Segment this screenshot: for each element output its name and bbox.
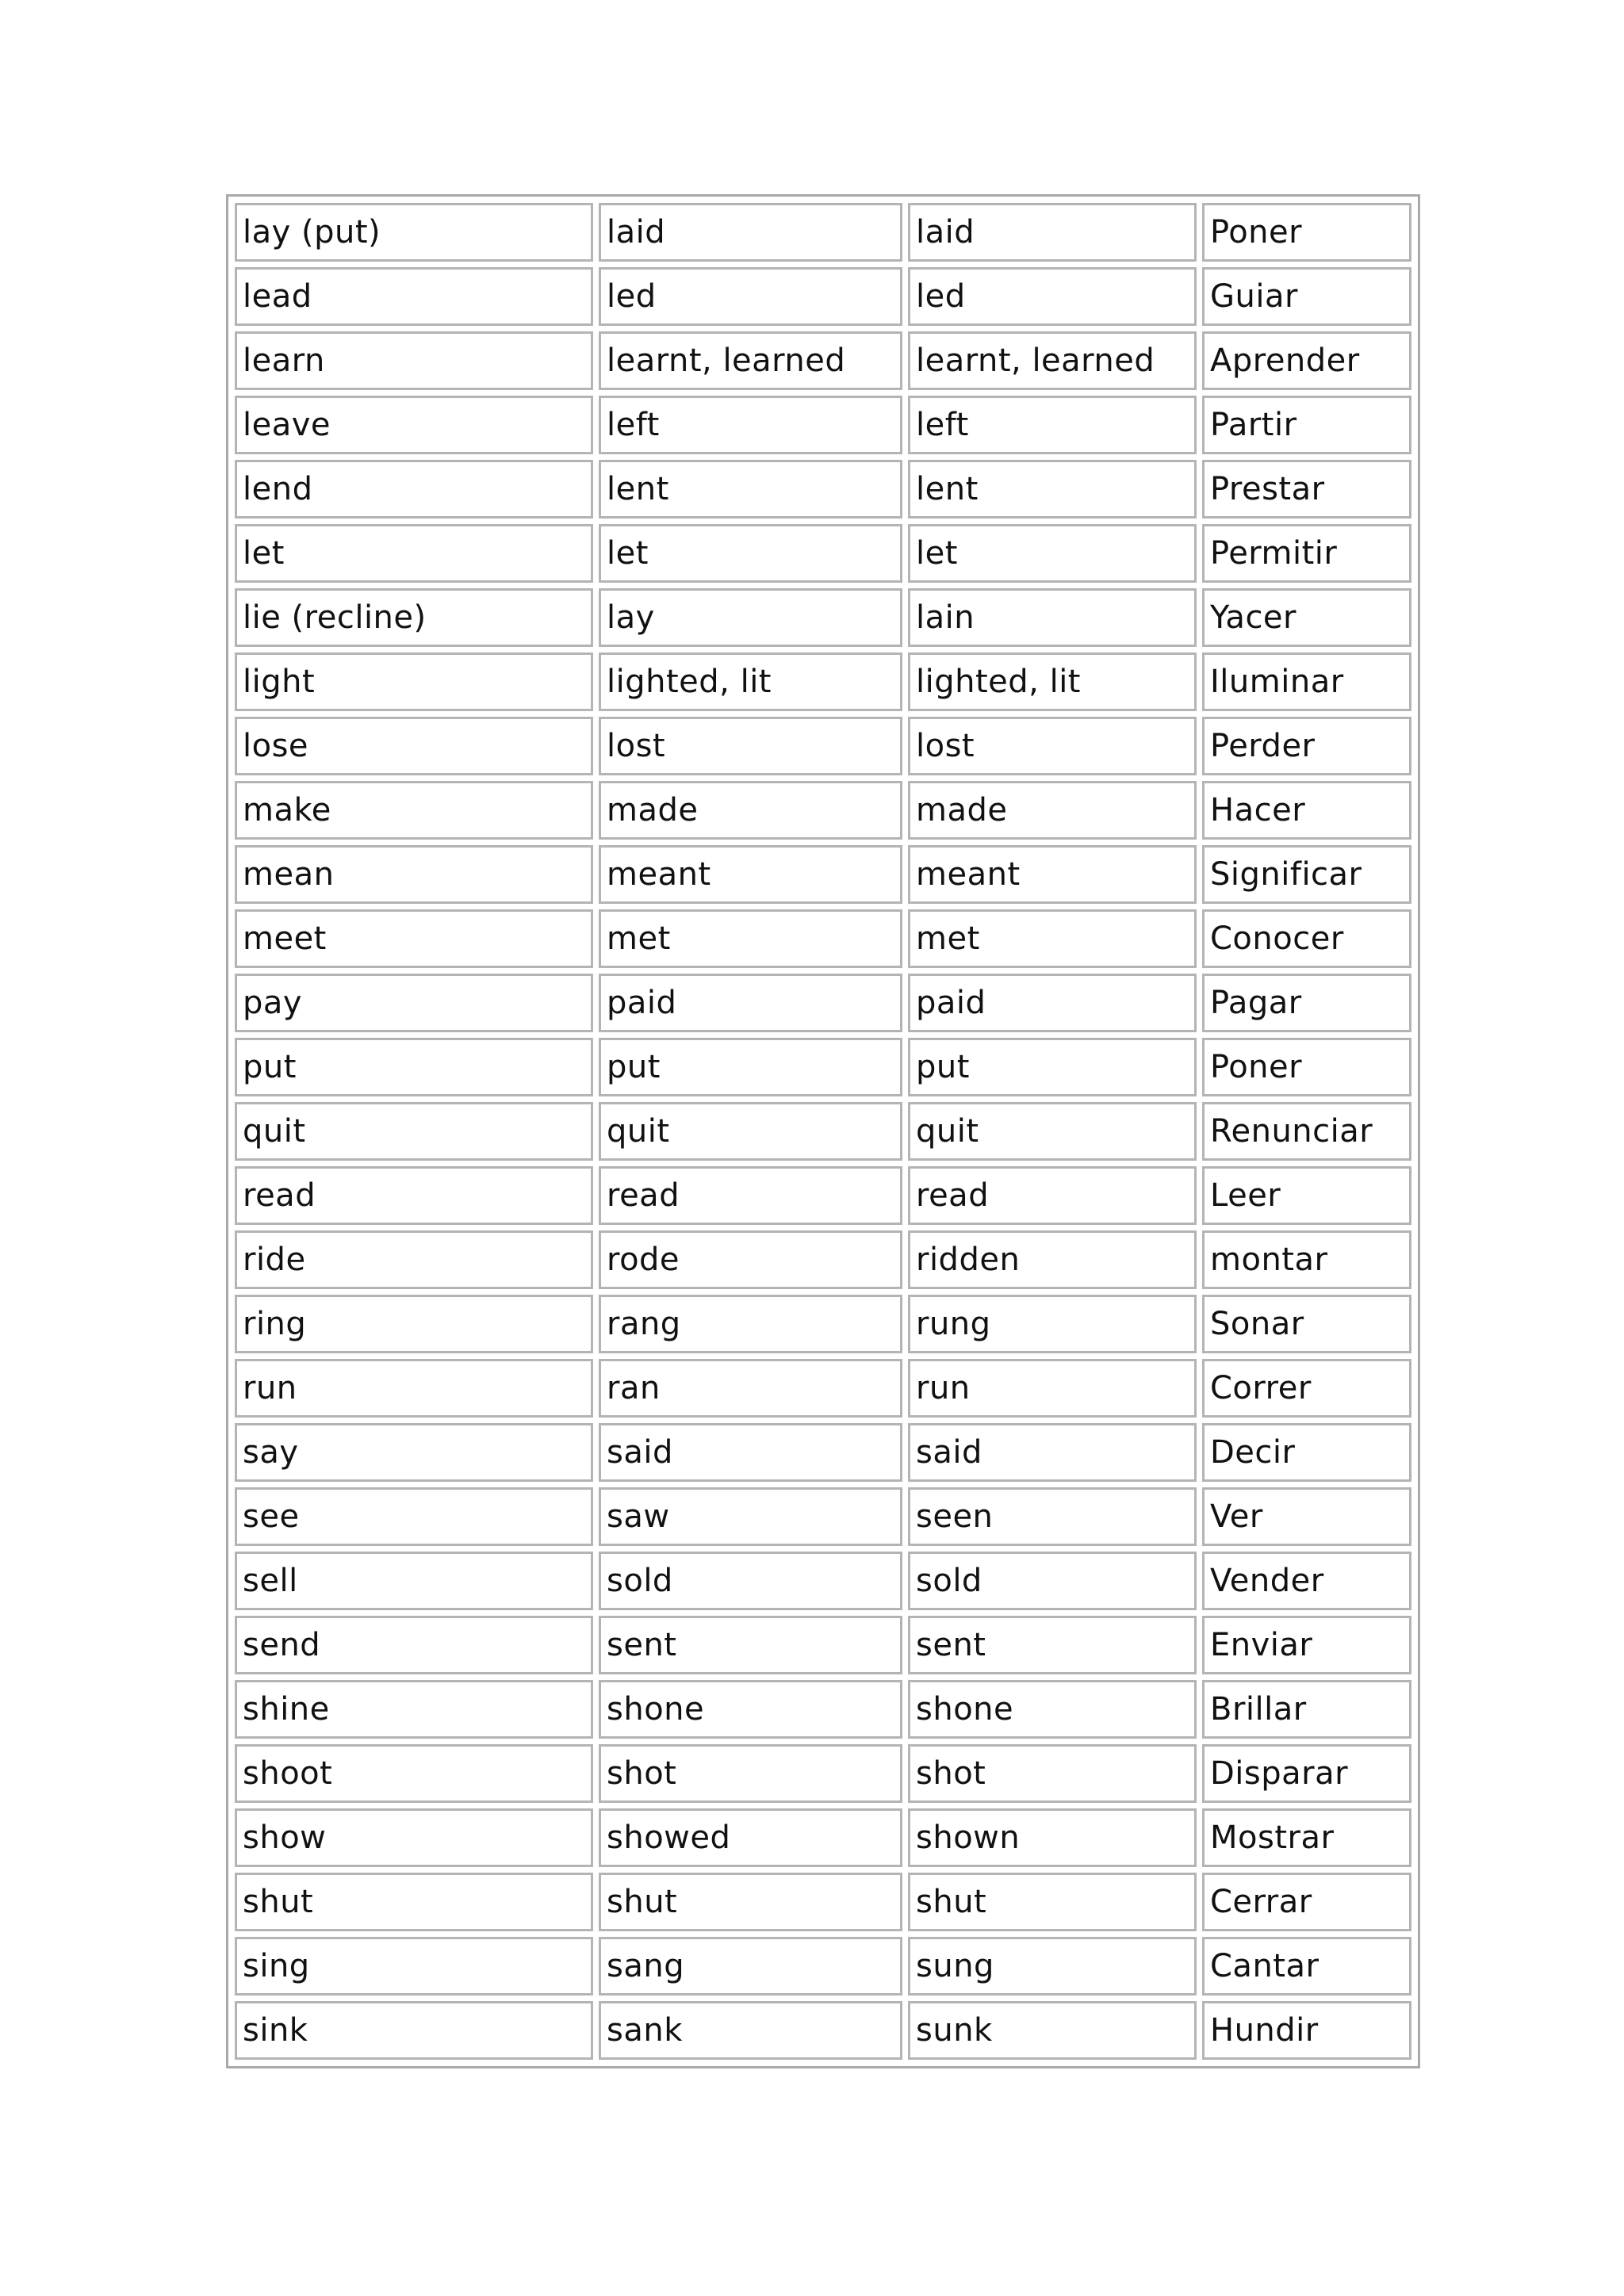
spanish-translation-cell: Poner bbox=[1202, 203, 1411, 262]
spanish-translation-cell: Cantar bbox=[1202, 1937, 1411, 1996]
verb-rows bbox=[235, 203, 1411, 2060]
base-form-cell: lead bbox=[235, 267, 593, 326]
past-simple-cell: made bbox=[599, 781, 902, 840]
spanish-translation-cell: Prestar bbox=[1202, 460, 1411, 519]
base-form-cell: say bbox=[235, 1423, 593, 1482]
past-participle-cell: shut bbox=[908, 1873, 1197, 1931]
past-simple-cell: put bbox=[599, 1038, 902, 1096]
past-simple-cell: sold bbox=[599, 1552, 902, 1610]
table-row bbox=[235, 1038, 1411, 1096]
base-form-cell: shoot bbox=[235, 1744, 593, 1803]
spanish-translation-cell: Significar bbox=[1202, 845, 1411, 904]
base-form-cell: meet bbox=[235, 909, 593, 968]
past-participle-cell: shone bbox=[908, 1680, 1197, 1739]
table-row bbox=[235, 1616, 1411, 1674]
table-row bbox=[235, 1744, 1411, 1803]
table-row bbox=[235, 588, 1411, 647]
past-participle-cell: seen bbox=[908, 1487, 1197, 1546]
past-participle-cell: met bbox=[908, 909, 1197, 968]
past-participle-cell: sent bbox=[908, 1616, 1197, 1674]
spanish-translation-cell: Iluminar bbox=[1202, 652, 1411, 711]
past-simple-cell: shone bbox=[599, 1680, 902, 1739]
base-form-cell: see bbox=[235, 1487, 593, 1546]
base-form-cell: run bbox=[235, 1359, 593, 1418]
base-form-cell: sell bbox=[235, 1552, 593, 1610]
past-simple-cell: let bbox=[599, 524, 902, 583]
base-form-cell: pay bbox=[235, 974, 593, 1032]
table-row bbox=[235, 2001, 1411, 2060]
base-form-cell: show bbox=[235, 1808, 593, 1867]
spanish-translation-cell: Ver bbox=[1202, 1487, 1411, 1546]
table-row bbox=[235, 1359, 1411, 1418]
base-form-cell: quit bbox=[235, 1102, 593, 1161]
table-row bbox=[235, 524, 1411, 583]
past-participle-cell: quit bbox=[908, 1102, 1197, 1161]
past-simple-cell: laid bbox=[599, 203, 902, 262]
past-participle-cell: learnt, learned bbox=[908, 331, 1197, 390]
spanish-translation-cell: Hundir bbox=[1202, 2001, 1411, 2060]
past-participle-cell: said bbox=[908, 1423, 1197, 1482]
past-simple-cell: showed bbox=[599, 1808, 902, 1867]
spanish-translation-cell: Conocer bbox=[1202, 909, 1411, 968]
base-form-cell: shine bbox=[235, 1680, 593, 1739]
past-simple-cell: led bbox=[599, 267, 902, 326]
past-participle-cell: lighted, lit bbox=[908, 652, 1197, 711]
spanish-translation-cell: Sonar bbox=[1202, 1295, 1411, 1353]
past-simple-cell: quit bbox=[599, 1102, 902, 1161]
table-row bbox=[235, 909, 1411, 968]
table-row bbox=[235, 1102, 1411, 1161]
base-form-cell: shut bbox=[235, 1873, 593, 1931]
past-participle-cell: rung bbox=[908, 1295, 1197, 1353]
spanish-translation-cell: Permitir bbox=[1202, 524, 1411, 583]
past-simple-cell: sent bbox=[599, 1616, 902, 1674]
past-simple-cell: meant bbox=[599, 845, 902, 904]
table-row bbox=[235, 781, 1411, 840]
past-participle-cell: shot bbox=[908, 1744, 1197, 1803]
table-row bbox=[235, 267, 1411, 326]
base-form-cell: put bbox=[235, 1038, 593, 1096]
past-participle-cell: sold bbox=[908, 1552, 1197, 1610]
spanish-translation-cell: Leer bbox=[1202, 1166, 1411, 1225]
past-participle-cell: lain bbox=[908, 588, 1197, 647]
spanish-translation-cell: Guiar bbox=[1202, 267, 1411, 326]
past-simple-cell: saw bbox=[599, 1487, 902, 1546]
past-simple-cell: lay bbox=[599, 588, 902, 647]
base-form-cell: light bbox=[235, 652, 593, 711]
table-row bbox=[235, 974, 1411, 1032]
past-participle-cell: put bbox=[908, 1038, 1197, 1096]
spanish-translation-cell: Vender bbox=[1202, 1552, 1411, 1610]
table-row bbox=[235, 1423, 1411, 1482]
table-row bbox=[235, 1937, 1411, 1996]
past-participle-cell: run bbox=[908, 1359, 1197, 1418]
spanish-translation-cell: Partir bbox=[1202, 396, 1411, 454]
spanish-translation-cell: Pagar bbox=[1202, 974, 1411, 1032]
irregular-verbs-table bbox=[226, 194, 1420, 2068]
base-form-cell: send bbox=[235, 1616, 593, 1674]
table-row bbox=[235, 460, 1411, 519]
past-simple-cell: paid bbox=[599, 974, 902, 1032]
spanish-translation-cell: Perder bbox=[1202, 717, 1411, 775]
base-form-cell: read bbox=[235, 1166, 593, 1225]
past-simple-cell: lost bbox=[599, 717, 902, 775]
spanish-translation-cell: Decir bbox=[1202, 1423, 1411, 1482]
base-form-cell: lie (recline) bbox=[235, 588, 593, 647]
table-row bbox=[235, 1873, 1411, 1931]
past-participle-cell: made bbox=[908, 781, 1197, 840]
past-participle-cell: sunk bbox=[908, 2001, 1197, 2060]
spanish-translation-cell: Yacer bbox=[1202, 588, 1411, 647]
past-simple-cell: learnt, learned bbox=[599, 331, 902, 390]
base-form-cell: mean bbox=[235, 845, 593, 904]
past-participle-cell: shown bbox=[908, 1808, 1197, 1867]
past-simple-cell: sang bbox=[599, 1937, 902, 1996]
table-row bbox=[235, 1552, 1411, 1610]
spanish-translation-cell: Poner bbox=[1202, 1038, 1411, 1096]
spanish-translation-cell: Hacer bbox=[1202, 781, 1411, 840]
spanish-translation-cell: Correr bbox=[1202, 1359, 1411, 1418]
past-simple-cell: shut bbox=[599, 1873, 902, 1931]
past-simple-cell: lighted, lit bbox=[599, 652, 902, 711]
spanish-translation-cell: Disparar bbox=[1202, 1744, 1411, 1803]
table-row bbox=[235, 652, 1411, 711]
table-row bbox=[235, 1295, 1411, 1353]
table-row bbox=[235, 1680, 1411, 1739]
table-row bbox=[235, 396, 1411, 454]
base-form-cell: learn bbox=[235, 331, 593, 390]
past-participle-cell: meant bbox=[908, 845, 1197, 904]
past-simple-cell: rang bbox=[599, 1295, 902, 1353]
past-simple-cell: met bbox=[599, 909, 902, 968]
base-form-cell: ring bbox=[235, 1295, 593, 1353]
spanish-translation-cell: Renunciar bbox=[1202, 1102, 1411, 1161]
base-form-cell: sing bbox=[235, 1937, 593, 1996]
past-participle-cell: led bbox=[908, 267, 1197, 326]
base-form-cell: lay (put) bbox=[235, 203, 593, 262]
past-participle-cell: lent bbox=[908, 460, 1197, 519]
table-row bbox=[235, 1166, 1411, 1225]
spanish-translation-cell: montar bbox=[1202, 1230, 1411, 1289]
past-participle-cell: paid bbox=[908, 974, 1197, 1032]
table-row bbox=[235, 845, 1411, 904]
table-row bbox=[235, 203, 1411, 262]
past-simple-cell: said bbox=[599, 1423, 902, 1482]
spanish-translation-cell: Mostrar bbox=[1202, 1808, 1411, 1867]
table-row bbox=[235, 717, 1411, 775]
spanish-translation-cell: Enviar bbox=[1202, 1616, 1411, 1674]
past-simple-cell: lent bbox=[599, 460, 902, 519]
base-form-cell: sink bbox=[235, 2001, 593, 2060]
past-participle-cell: sung bbox=[908, 1937, 1197, 1996]
base-form-cell: ride bbox=[235, 1230, 593, 1289]
base-form-cell: lose bbox=[235, 717, 593, 775]
base-form-cell: leave bbox=[235, 396, 593, 454]
past-participle-cell: ridden bbox=[908, 1230, 1197, 1289]
past-simple-cell: shot bbox=[599, 1744, 902, 1803]
base-form-cell: lend bbox=[235, 460, 593, 519]
past-simple-cell: left bbox=[599, 396, 902, 454]
table-row bbox=[235, 1487, 1411, 1546]
spanish-translation-cell: Brillar bbox=[1202, 1680, 1411, 1739]
spanish-translation-cell: Cerrar bbox=[1202, 1873, 1411, 1931]
past-simple-cell: read bbox=[599, 1166, 902, 1225]
table-row bbox=[235, 331, 1411, 390]
past-participle-cell: read bbox=[908, 1166, 1197, 1225]
past-participle-cell: left bbox=[908, 396, 1197, 454]
past-simple-cell: rode bbox=[599, 1230, 902, 1289]
table-row bbox=[235, 1230, 1411, 1289]
past-simple-cell: sank bbox=[599, 2001, 902, 2060]
past-simple-cell: ran bbox=[599, 1359, 902, 1418]
past-participle-cell: let bbox=[908, 524, 1197, 583]
past-participle-cell: lost bbox=[908, 717, 1197, 775]
base-form-cell: make bbox=[235, 781, 593, 840]
base-form-cell: let bbox=[235, 524, 593, 583]
past-participle-cell: laid bbox=[908, 203, 1197, 262]
table-row bbox=[235, 1808, 1411, 1867]
spanish-translation-cell: Aprender bbox=[1202, 331, 1411, 390]
